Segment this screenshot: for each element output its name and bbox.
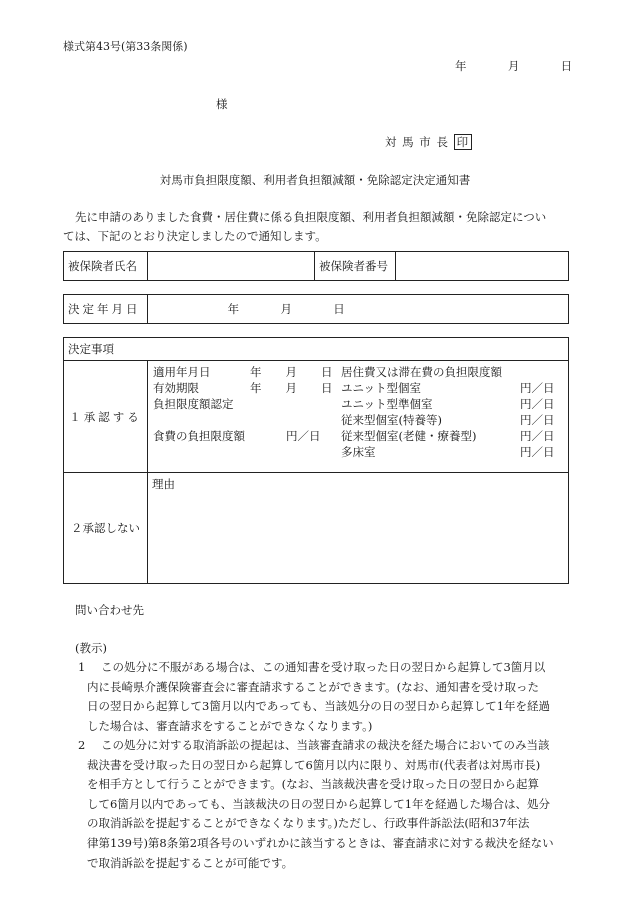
notice-item-1-line-2: 内に長崎県介護保険審査会に審査請求することができます。(なお、通知書を受け取った bbox=[87, 679, 540, 694]
reason-field[interactable] bbox=[148, 473, 569, 584]
notice-item-1-line-3: 日の翌日から起算して3箇月以内であっても、当該処分の日の翌日から起算して1年を経過 bbox=[87, 699, 551, 714]
notice-item-2-line-2: 裁決書を受け取った日の翌日から起算して6箇月以内に限り、対馬市(代表者は対馬市長) bbox=[87, 757, 541, 772]
notice-item-2-number: 2 bbox=[78, 738, 86, 752]
insured-number-label: 被保険者番号 bbox=[315, 252, 396, 281]
issuer bbox=[385, 134, 472, 150]
insured-name-label: 被保険者氏名 bbox=[64, 252, 148, 281]
notice-item-2-line-4: して6箇月以内であっても、当該裁決の日の翌日から起算して1年を経過した場合は、処分 bbox=[87, 796, 551, 811]
inquiry-label: 問い合わせ先 bbox=[75, 603, 144, 617]
intro-line-1: 先に申請のありました食費・居住費に係る負担限度額、利用者負担額減額・免除認定につい bbox=[75, 210, 547, 224]
decision-header: 決定事項 bbox=[64, 338, 569, 361]
residence-unit-private-unit: 円／日 bbox=[520, 381, 555, 395]
date-month: 月 bbox=[507, 59, 520, 73]
decision-month: 月 bbox=[280, 302, 292, 316]
residence-conv-special-unit: 円／日 bbox=[520, 413, 555, 427]
food-limit-row: 食費の負担限度額 円／日 bbox=[153, 429, 321, 443]
date-line bbox=[455, 58, 572, 74]
residence-conv-special-label: 従来型個室(特養等) bbox=[341, 413, 442, 427]
residence-conv-health-unit: 円／日 bbox=[520, 429, 555, 443]
date-day: 日 bbox=[560, 59, 573, 73]
approve-content bbox=[148, 361, 569, 473]
decision-date-field[interactable] bbox=[148, 295, 569, 324]
notice-item-2-line-6: 律第139号)第8条第2項各号のいずれかに該当するときは、審査請求に対する裁決を経ない bbox=[87, 836, 554, 850]
notice-item-2-line-3: を相手方として行うことができます。(なお、当該裁決書を受け取った日の翌日から起算 bbox=[87, 777, 540, 792]
notice-header: (教示) bbox=[75, 641, 107, 655]
residence-header: 居住費又は滞在費の負担限度額 bbox=[341, 365, 502, 379]
page-title: 対馬市負担限度額、利用者負担額減額・免除認定決定通知書 bbox=[159, 173, 471, 187]
applicable-date-row: 適用年月日 年 月 日 bbox=[153, 365, 333, 379]
residence-conv-health-label: 従来型個室(老健・療養型) bbox=[341, 429, 477, 443]
residence-unit-semi-unit: 円／日 bbox=[520, 397, 555, 411]
notice-item-1-line-1: この処分に不服がある場合は、この通知書を受け取った日の翌日から起算して3箇月以 bbox=[101, 660, 546, 674]
notice-item-1-line-4: した場合は、審査請求をすることができなくなります。) bbox=[87, 718, 373, 733]
insured-number-field[interactable] bbox=[396, 252, 569, 281]
residence-multi-bed-label: 多床室 bbox=[341, 445, 376, 459]
reject-label: ２承認しない bbox=[64, 473, 148, 584]
form-number: 様式第43号(第33条関係) bbox=[63, 40, 188, 53]
seal-stamp: 印 bbox=[454, 134, 473, 150]
decision-table bbox=[63, 337, 569, 584]
expiry-date-row: 有効期限 年 月 日 bbox=[153, 381, 333, 395]
decision-year: 年 bbox=[227, 302, 240, 316]
residence-unit-private-label: ユニット型個室 bbox=[341, 381, 422, 395]
notice-item-2-line-7: で取消訴訟を提起することが可能です。 bbox=[87, 855, 294, 870]
approve-label: １承認する bbox=[64, 361, 148, 473]
insured-name-field[interactable] bbox=[148, 252, 315, 281]
issuer-name: 対 馬 市 長 bbox=[385, 135, 449, 149]
decision-date-table bbox=[63, 294, 569, 324]
intro-line-2: ては、下記のとおり決定しましたので通知します。 bbox=[63, 229, 327, 243]
notice-item-2-line-5: の取消訴訟を提起することができなくなります。)ただし、行政事件訴訟法(昭和37年法 bbox=[87, 816, 530, 831]
decision-date-label: 決定年月日 bbox=[64, 295, 148, 324]
date-year: 年 bbox=[455, 59, 467, 73]
reason-label: 理由 bbox=[152, 477, 175, 491]
residence-unit-semi-label: ユニット型準個室 bbox=[341, 397, 433, 411]
insured-table bbox=[63, 251, 569, 281]
decision-day: 日 bbox=[333, 302, 345, 316]
notice-item-1-number: 1 bbox=[78, 660, 86, 674]
residence-multi-bed-unit: 円／日 bbox=[520, 445, 555, 459]
addressee-suffix: 様 bbox=[216, 97, 228, 111]
limit-cert-label: 負担限度額認定 bbox=[153, 397, 234, 411]
notice-item-2-line-1: この処分に対する取消訴訟の提起は、当該審査請求の裁決を経た場合においてのみ当該 bbox=[101, 738, 550, 752]
